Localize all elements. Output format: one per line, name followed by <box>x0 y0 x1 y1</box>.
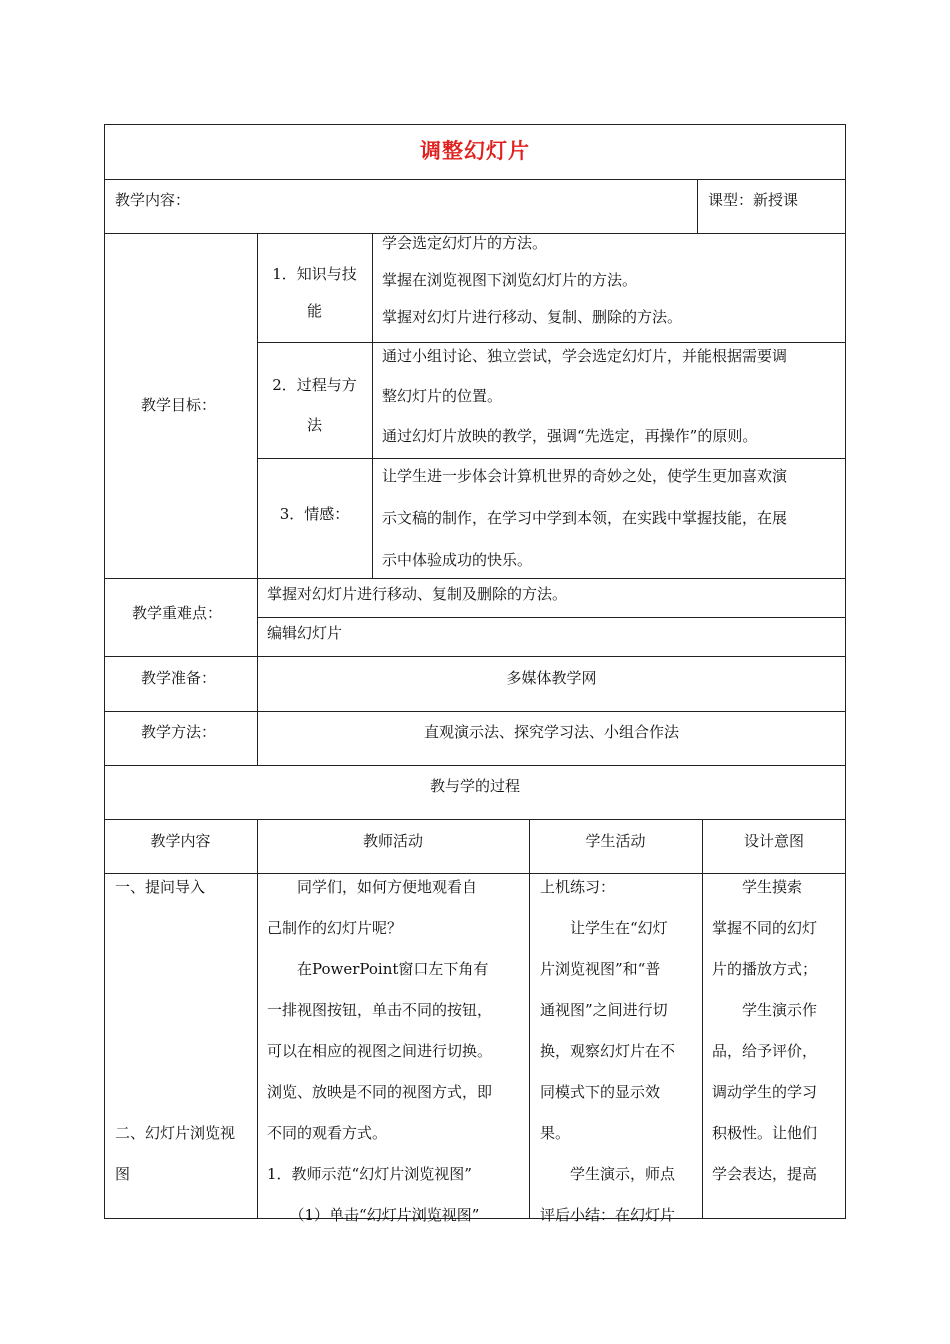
teacher-line: 同学们，如何方便地观看自 <box>267 878 478 896</box>
content-line <box>115 1031 235 1072</box>
preparation-label: 教学准备： <box>141 669 217 687</box>
design-line: 调动学生的学习 <box>712 1083 818 1101</box>
objective-line: 学会选定幻灯片的方法。 <box>382 234 548 252</box>
design-column <box>712 867 817 1195</box>
lesson-type: 课型：新授课 <box>708 191 799 209</box>
objective-text <box>382 225 682 336</box>
design-line: 学会表达，提高 <box>712 1165 818 1183</box>
column-header-student: 学生活动 <box>585 832 646 850</box>
objective-line: 示中体验成功的快乐。 <box>382 551 533 569</box>
objective-name-line: 法 <box>306 416 322 434</box>
teacher-line: 不同的观看方式。 <box>267 1124 388 1142</box>
preparation-value: 多媒体教学网 <box>506 669 597 687</box>
content-line: 图 <box>115 1165 131 1183</box>
student-line: 让学生在“幻灯 <box>540 919 668 937</box>
objectives-label: 教学目标： <box>141 396 217 414</box>
method-value: 直观演示法、探究学习法、小组合作法 <box>423 723 679 741</box>
column-header-design: 设计意图 <box>743 832 804 850</box>
student-line: 通视图”之间进行切 <box>540 1001 668 1019</box>
student-line: 同模式下的显示效 <box>540 1083 661 1101</box>
objective-text <box>382 336 787 456</box>
objective-name-line: 1．知识与技 <box>272 265 357 283</box>
teacher-column <box>267 867 492 1236</box>
design-line: 掌握不同的幻灯 <box>712 919 818 937</box>
content-line: 一、提问导入 <box>115 878 206 896</box>
col-divider <box>257 819 258 1219</box>
column-header-teacher: 教师活动 <box>362 832 423 850</box>
student-column <box>540 867 675 1236</box>
student-line: 果。 <box>540 1124 571 1142</box>
objective-name-line: 2．过程与方 <box>272 376 357 394</box>
content-line: 二、幻灯片浏览视 <box>115 1124 236 1142</box>
document-title: 调整幻灯片 <box>420 138 530 163</box>
content-label: 教学内容： <box>115 191 191 209</box>
design-line: 片的播放方式； <box>712 960 818 978</box>
student-line: 评后小结：在幻灯片 <box>540 1206 676 1224</box>
teacher-line: （1）单击“幻灯片浏览视图” <box>267 1206 480 1224</box>
student-line: 上机练习： <box>540 878 616 896</box>
objective-line: 通过幻灯片放映的教学，强调“先选定，再操作”的原则。 <box>382 427 758 445</box>
row-divider <box>104 656 846 657</box>
method-label: 教学方法： <box>141 723 217 741</box>
objective-line: 示文稿的制作，在学习中学到本领，在实践中掌握技能，在展 <box>382 509 788 527</box>
student-line: 片浏览视图”和“普 <box>540 960 661 978</box>
content-line <box>115 908 235 949</box>
row-divider <box>257 617 846 618</box>
objective-text <box>382 455 787 581</box>
design-line: 学生摸索 <box>712 878 803 896</box>
objective-name-line: 能 <box>306 302 322 320</box>
content-column <box>115 867 235 1195</box>
teacher-line: 己制作的幻灯片呢？ <box>267 919 403 937</box>
design-line: 积极性。让他们 <box>712 1124 818 1142</box>
objective-line: 让学生进一步体会计算机世界的奇妙之处，使学生更加喜欢演 <box>382 467 788 485</box>
objective-line: 整幻灯片的位置。 <box>382 387 503 405</box>
process-heading: 教与学的过程 <box>429 777 520 795</box>
col-divider <box>697 179 698 233</box>
content-line <box>115 1072 235 1113</box>
content-line <box>115 990 235 1031</box>
design-line: 品，给予评价， <box>712 1042 818 1060</box>
row-divider <box>104 179 846 180</box>
objective-line: 通过小组讨论、独立尝试，学会选定幻灯片，并能根据需要调 <box>382 347 788 365</box>
objective-name <box>257 504 372 524</box>
content-line <box>115 949 235 990</box>
design-line: 学生演示作 <box>712 1001 818 1019</box>
teacher-line: 浏览、放映是不同的视图方式，即 <box>267 1083 493 1101</box>
teacher-line: 1．教师示范“幻灯片浏览视图” <box>267 1165 472 1183</box>
key-point: 掌握对幻灯片进行移动、复制及删除的方法。 <box>267 585 568 603</box>
student-line: 学生演示，师点 <box>540 1165 676 1183</box>
teacher-line: 一排视图按钮，单击不同的按钮， <box>267 1001 493 1019</box>
row-divider <box>104 819 846 820</box>
teacher-line: 可以在相应的视图之间进行切换。 <box>267 1042 493 1060</box>
difficult-point: 编辑幻灯片 <box>267 624 343 642</box>
objective-line: 掌握在浏览视图下浏览幻灯片的方法。 <box>382 271 638 289</box>
objective-name-line: 3．情感： <box>279 505 350 523</box>
col-divider <box>529 819 530 1219</box>
key-points-label: 教学重难点： <box>132 604 223 622</box>
teacher-line: 在PowerPoint窗口左下角有 <box>267 960 489 978</box>
col-divider <box>702 819 703 1219</box>
student-line: 换，观察幻灯片在不 <box>540 1042 676 1060</box>
column-header-content: 教学内容 <box>150 832 211 850</box>
objective-line: 掌握对幻灯片进行移动、复制、删除的方法。 <box>382 308 683 326</box>
row-divider <box>104 711 846 712</box>
objective-name <box>257 365 372 445</box>
col-divider <box>372 233 373 578</box>
row-divider <box>104 765 846 766</box>
objective-name <box>257 256 372 330</box>
